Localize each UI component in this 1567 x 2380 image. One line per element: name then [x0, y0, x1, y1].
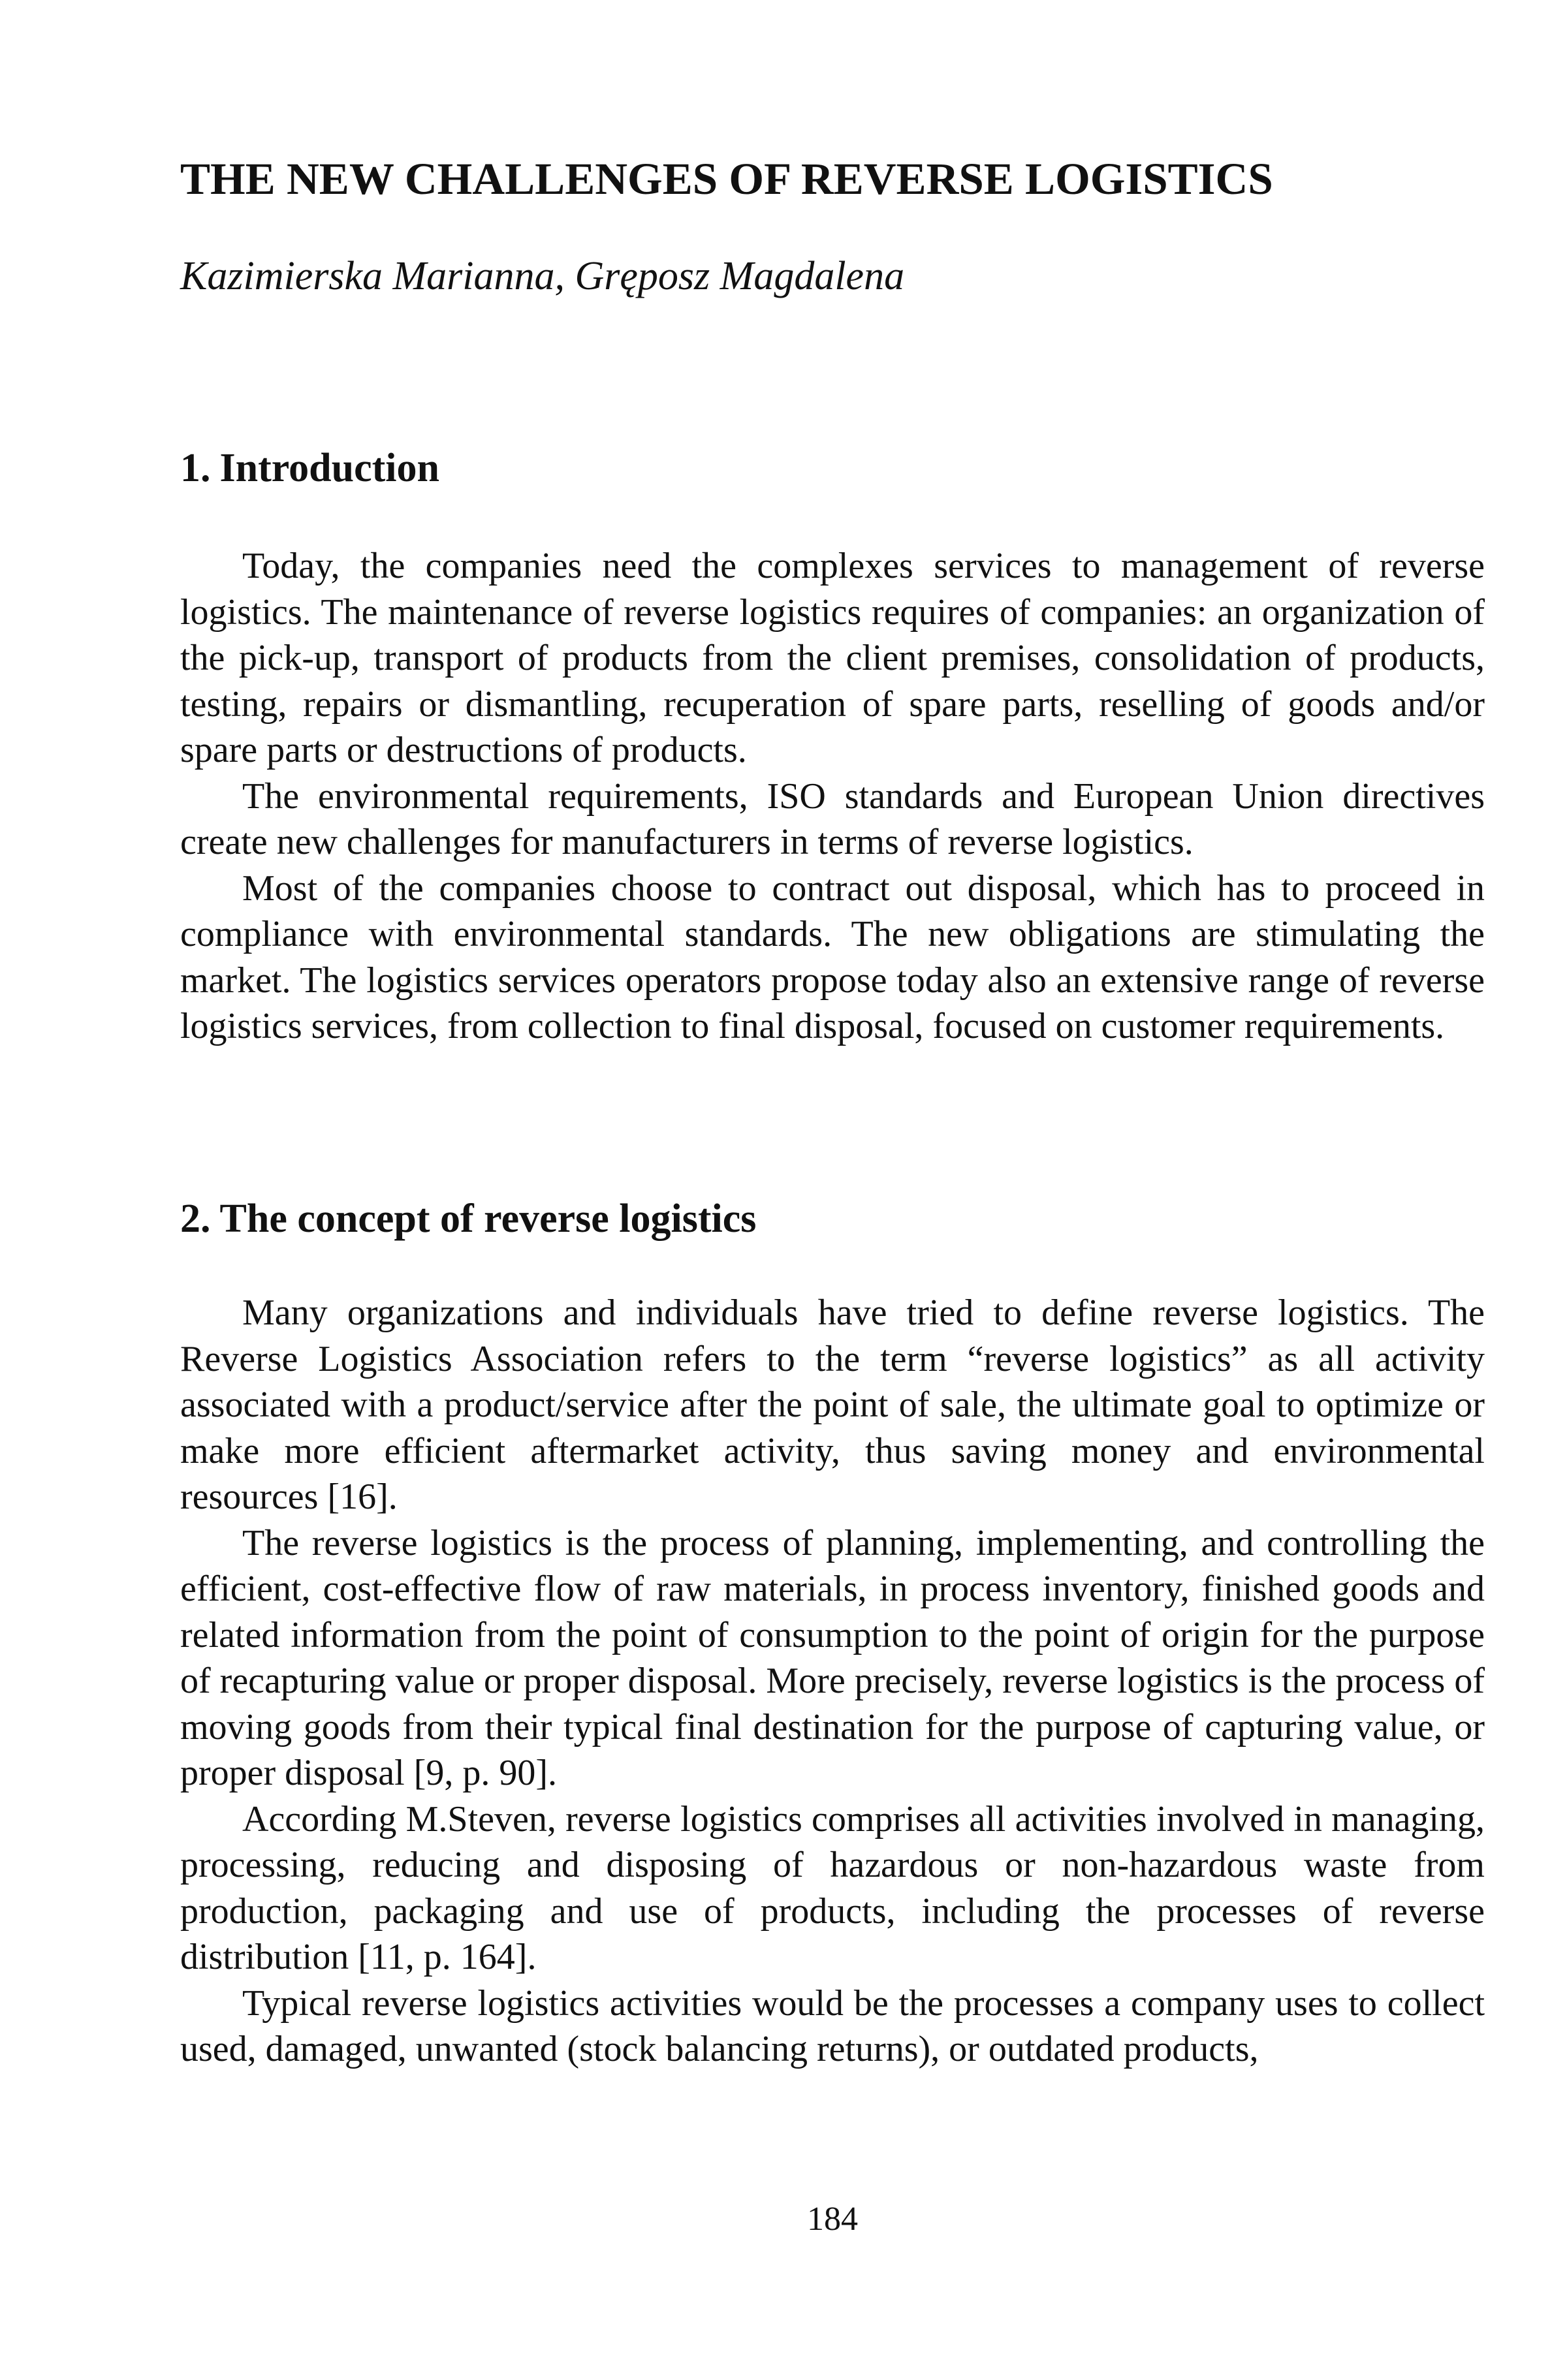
- paragraph: Many organizations and individuals have tried to define reverse logistics. The Reverse Logistics Association refers to the term “reverse logistics” as all activity associated with a product/service after the point of sale, the ultimate goal to optimize or make more efficient aftermarket activity, thus saving money and environmental resources [16].: [180, 1292, 1485, 1517]
- section-title: The concept of reverse logistics: [219, 1197, 757, 1241]
- page-number: 184: [807, 2200, 858, 2238]
- section-heading-introduction: [180, 448, 439, 488]
- paragraph: Today, the companies need the complexes services to management of reverse logistics. The maintenance of reverse logistics requires of companies: an organization of the pick-up, transport of products from the client premises, consolidation of products, testing, repairs or dismantling, recuperation of spare parts, reselling of goods and/or spare parts or destructions of products.: [180, 546, 1485, 770]
- paragraph: The reverse logistics is the process of planning, implementing, and controlling the efficient, cost-effective flow of raw materials, in process inventory, finished goods and related information from the point of consumption to the point of origin for the purpose of recapturing value or proper disposal. More precisely, reverse logistics is the process of moving goods from their typical final destination for the purpose of capturing value, or proper disposal [9, p. 90].: [180, 1522, 1485, 1793]
- section-heading-concept: [180, 1198, 756, 1239]
- paper-title: THE NEW CHALLENGES OF REVERSE LOGISTICS: [180, 154, 1273, 204]
- section-title: Introduction: [219, 446, 439, 490]
- section-number: 1.: [180, 446, 211, 490]
- paragraph: According M.Steven, reverse logistics comprises all activities involved in managing, processing, reducing and disposing of hazardous or non-hazardous waste from production, packaging and use of products, including the processes of reverse distribution [11, p. 164].: [180, 1798, 1485, 1977]
- concept-body: [180, 1290, 1485, 2073]
- paragraph: The environmental requirements, ISO standards and European Union directives create new challenges for manufacturers in terms of reverse logistics.: [180, 775, 1485, 862]
- paper-page: [180, 0, 1485, 2380]
- section-number: 2.: [180, 1197, 211, 1241]
- paragraph: Most of the companies choose to contract out disposal, which has to proceed in compliance with environmental standards. The new obligations are stimulating the market. The logistics services operators propose today also an extensive range of reverse logistics services, from collection to final disposal, focused on customer requirements.: [180, 868, 1485, 1046]
- paper-authors: Kazimierska Marianna, Gręposz Magdalena: [180, 254, 905, 298]
- introduction-body: [180, 543, 1485, 1050]
- paragraph: Typical reverse logistics activities would be the processes a company uses to collect used, damaged, unwanted (stock balancing returns), or outdated products,: [180, 1982, 1485, 2069]
